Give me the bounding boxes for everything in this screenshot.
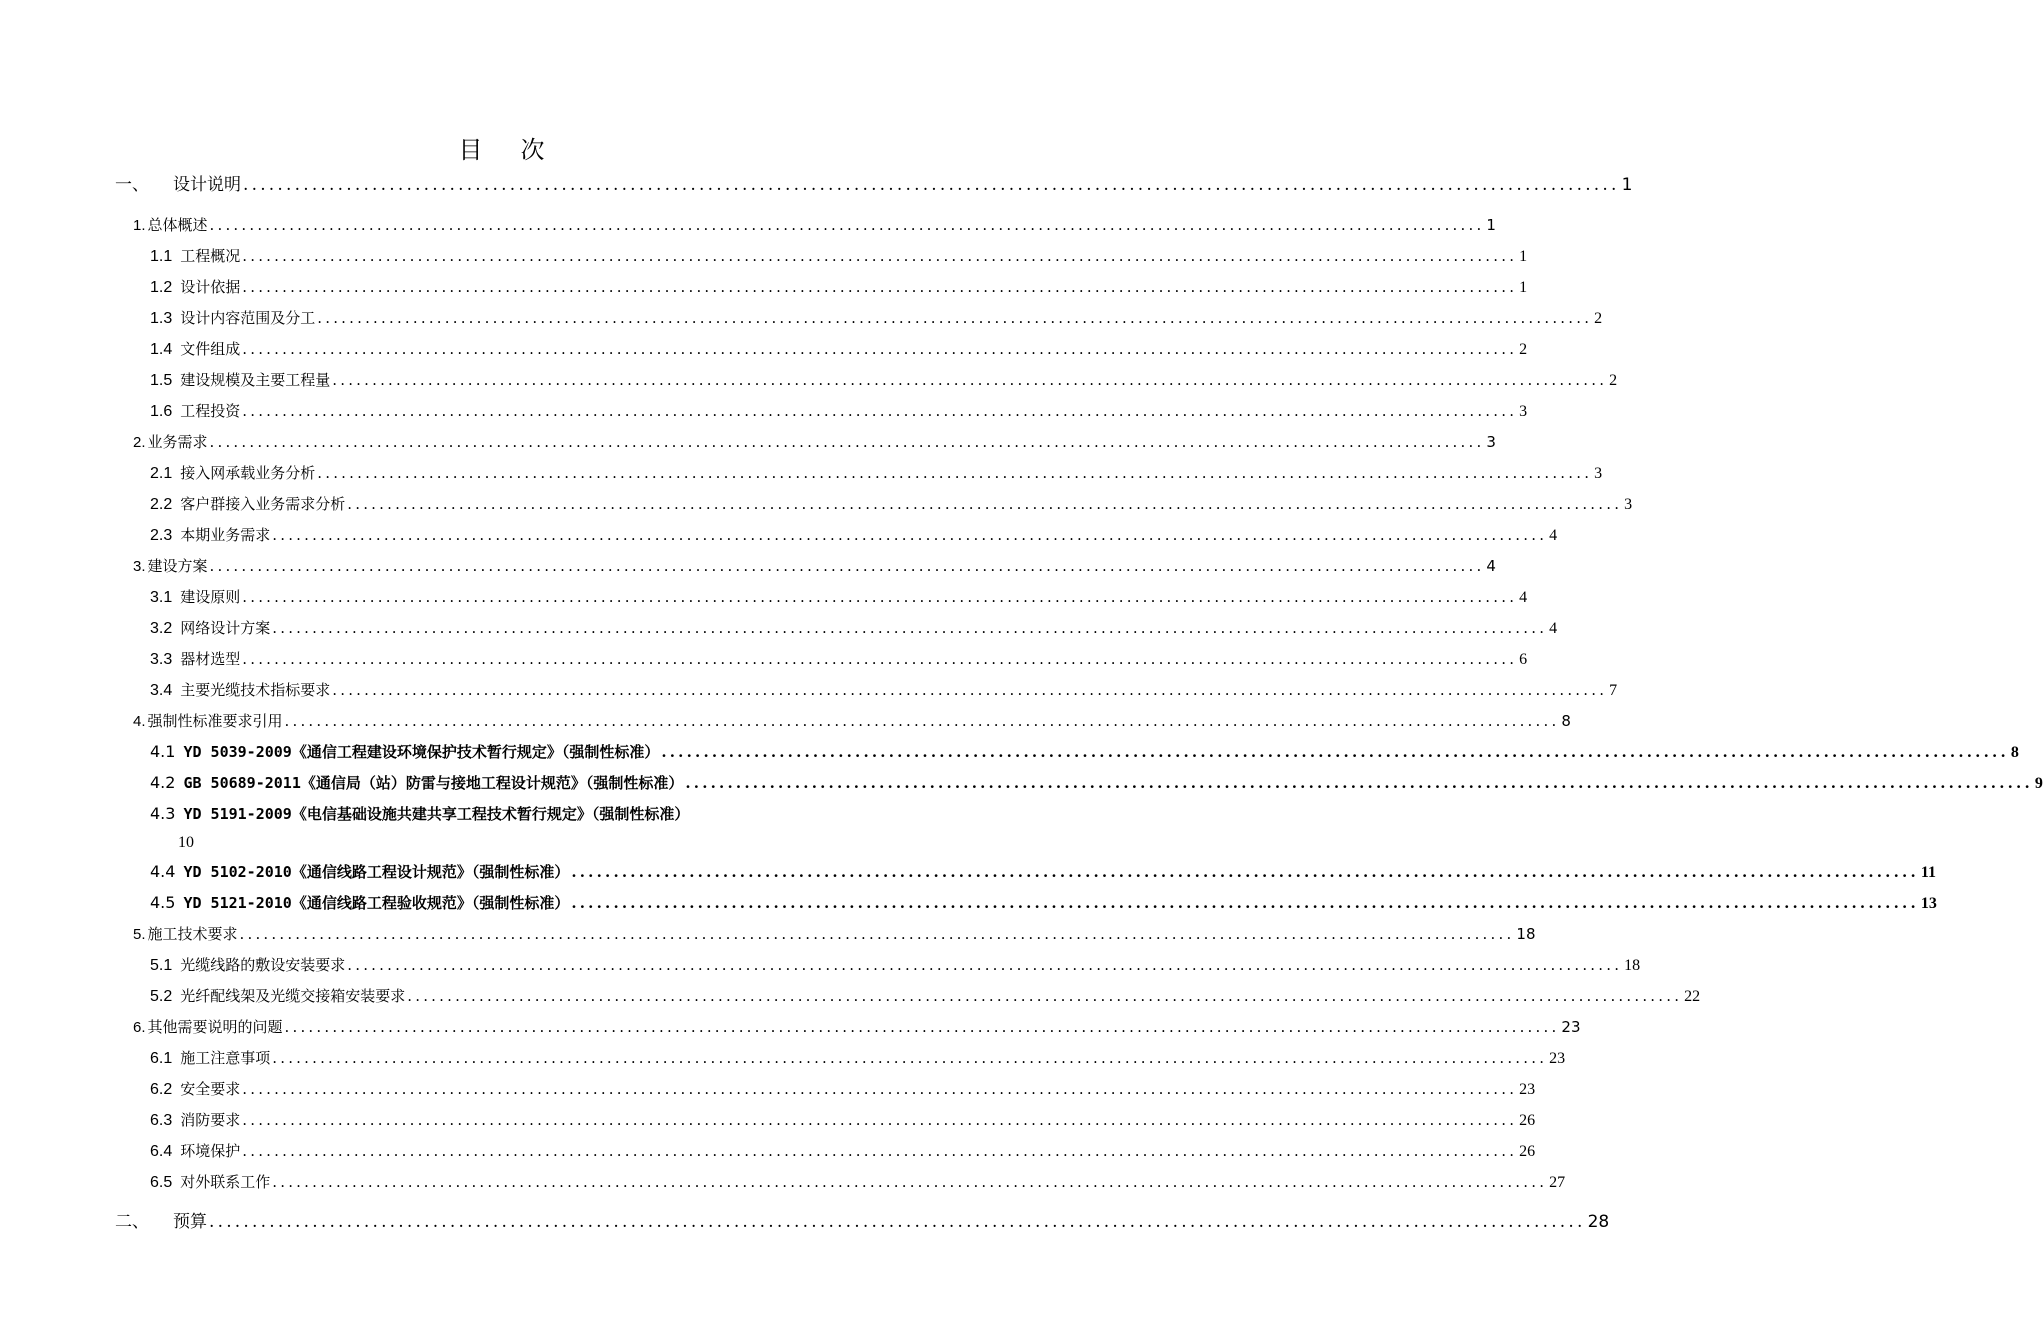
toc-entry-page: 4	[1486, 557, 1496, 575]
toc-entry-page: 7	[1609, 682, 1618, 699]
toc-entry[interactable]	[150, 859, 1936, 885]
toc-entry[interactable]	[150, 491, 1633, 517]
toc-leader-dots: ................................................................................................................................................................	[209, 1212, 1586, 1232]
toc-entry[interactable]	[150, 460, 1603, 486]
toc-entry-number: 3.2	[150, 620, 173, 637]
toc-leader-dots: ................................................................................................................................................................	[209, 216, 1485, 234]
toc-entry-label: YD 5039-2009《通信工程建设环境保护技术暂行规定》（强制性标准）	[183, 743, 660, 761]
toc-entry-label: 网络设计方案	[180, 619, 271, 637]
toc-entry-page: 3	[1624, 496, 1633, 513]
toc-entry[interactable]	[150, 983, 1701, 1009]
toc-entry-number: 1.1	[150, 248, 173, 265]
toc-entry-number: 6.1	[150, 1050, 173, 1067]
toc-entry-number: 3.3	[150, 651, 173, 668]
toc-entry-label: 客户群接入业务需求分析	[180, 495, 346, 513]
toc-entry-page: 10	[178, 834, 194, 851]
toc-entry-page: 2	[1594, 310, 1603, 327]
toc-entry-number: 2.2	[150, 496, 173, 513]
toc-leader-dots: ................................................................................................................................................................	[242, 1142, 1518, 1160]
toc-entry[interactable]	[150, 522, 1558, 548]
toc-leader-dots: ................................................................................................................................................................	[239, 925, 1515, 943]
toc-leader-dots: ................................................................................................................................................................	[242, 278, 1518, 296]
toc-entry-page: 28	[1587, 1212, 1610, 1232]
toc-entry-number: 5.2	[150, 988, 173, 1005]
toc-entry-label: 业务需求	[147, 433, 208, 451]
toc-leader-dots: ................................................................................................................................................................	[407, 987, 1683, 1005]
toc-entry-page: 23	[1561, 1018, 1581, 1036]
toc-entry-number: 6.4	[150, 1143, 173, 1160]
toc-entry-page: 8	[1561, 712, 1571, 730]
toc-entry-page: 18	[1624, 957, 1641, 974]
toc-entry-label: YD 5102-2010《通信线路工程设计规范》（强制性标准）	[183, 863, 570, 881]
toc-entry-label: 器材选型	[180, 650, 241, 668]
toc-entry-page: 13	[1920, 895, 1937, 912]
toc-leader-dots: ................................................................................................................................................................	[284, 1018, 1560, 1036]
toc-entry-label: 消防要求	[180, 1111, 241, 1129]
toc-entry-number: 1.4	[150, 341, 173, 358]
toc-entry[interactable]	[133, 921, 1536, 947]
toc-entry[interactable]	[150, 646, 1528, 672]
toc-entry[interactable]	[150, 615, 1558, 641]
toc-entry-number: 1.	[133, 217, 146, 234]
toc-entry-label: 强制性标准要求引用	[147, 712, 283, 730]
toc-leader-dots: ................................................................................................................................................................	[243, 175, 1620, 195]
toc-entry[interactable]	[150, 398, 1528, 424]
toc-entry-label: 建设规模及主要工程量	[180, 371, 331, 389]
toc-entry-label: 施工注意事项	[180, 1049, 271, 1067]
toc-entry-page: 22	[1684, 988, 1701, 1005]
toc-entry-label: 总体概述	[147, 216, 208, 234]
toc-entry-label: 光缆线路的敷设安装要求	[180, 956, 346, 974]
toc-entry-page: 1	[1486, 216, 1496, 234]
toc-entry[interactable]	[115, 172, 1633, 198]
title-char-1: 目	[458, 136, 483, 164]
toc-entry-label: 工程概况	[180, 247, 241, 265]
toc-entry-label: 主要光缆技术指标要求	[180, 681, 331, 699]
toc-entry-number: 6.3	[150, 1112, 173, 1129]
toc-entry[interactable]	[150, 890, 1937, 916]
toc-leader-dots: ................................................................................................................................................................	[571, 894, 1919, 912]
toc-entry-number: 3.	[133, 558, 146, 575]
toc-entry[interactable]	[133, 708, 1571, 734]
toc-leader-dots: ................................................................................................................................................................	[661, 743, 2009, 761]
toc-entry-page: 3	[1594, 465, 1603, 482]
toc-entry[interactable]	[150, 770, 2043, 796]
toc-entry-label: YD 5121-2010《通信线路工程验收规范》（强制性标准）	[183, 894, 570, 912]
toc-entry-label: 光纤配线架及光缆交接箱安装要求	[180, 987, 406, 1005]
toc-entry-number: 4.1	[150, 742, 176, 761]
toc-entry-page: 2	[1519, 341, 1528, 358]
toc-leader-dots: ................................................................................................................................................................	[571, 863, 1919, 881]
toc-entry[interactable]	[150, 243, 1528, 269]
toc-entry-page: 4	[1519, 589, 1528, 606]
toc-entry[interactable]	[150, 739, 2019, 765]
toc-entry-number: 2.1	[150, 465, 173, 482]
toc-entry[interactable]	[150, 1107, 1536, 1133]
toc-entry-page: 4	[1549, 620, 1558, 637]
toc-entry-page: 11	[1920, 864, 1936, 881]
toc-entry-label: 文件组成	[180, 340, 241, 358]
toc-entry-label: 设计内容范围及分工	[180, 309, 316, 327]
toc-entry-page: 3	[1519, 403, 1528, 420]
toc-entry-number: 3.1	[150, 589, 173, 606]
toc-entry[interactable]	[133, 553, 1496, 579]
toc-leader-dots: ................................................................................................................................................................	[347, 495, 1623, 513]
toc-entry-page: 1	[1519, 248, 1528, 265]
toc-entry[interactable]	[150, 1169, 1566, 1195]
toc-entry-number: 4.5	[150, 893, 176, 912]
toc-leader-dots: ................................................................................................................................................................	[685, 774, 2033, 792]
toc-entry-label: 建设原则	[180, 588, 241, 606]
toc-entry-label: 对外联系工作	[180, 1173, 271, 1191]
toc-entry[interactable]	[150, 367, 1618, 393]
toc-leader-dots: ................................................................................................................................................................	[242, 650, 1518, 668]
toc-entry-page: 6	[1519, 651, 1528, 668]
toc-entry[interactable]	[150, 1138, 1536, 1164]
toc-entry-label: 接入网承载业务分析	[180, 464, 316, 482]
toc-entry[interactable]	[115, 1209, 1610, 1235]
toc-entry-page: 3	[1486, 433, 1496, 451]
toc-leader-dots: ................................................................................................................................................................	[332, 681, 1608, 699]
toc-leader-dots: ................................................................................................................................................................	[272, 526, 1548, 544]
toc-leader-dots: ................................................................................................................................................................	[242, 402, 1518, 420]
toc-leader-dots: ................................................................................................................................................................	[272, 1173, 1548, 1191]
toc-entry[interactable]	[150, 584, 1528, 610]
toc-entry-label: 施工技术要求	[147, 925, 238, 943]
toc-entry-number: 3.4	[150, 682, 173, 699]
toc-entry-page: 26	[1519, 1112, 1536, 1129]
toc-entry-number: 6.	[133, 1019, 146, 1036]
toc-entry[interactable]	[150, 336, 1528, 362]
toc-entry-number: 1.2	[150, 279, 173, 296]
toc-leader-dots: ................................................................................................................................................................	[347, 956, 1623, 974]
toc-entry[interactable]	[150, 305, 1603, 331]
toc-leader-dots: ................................................................................................................................................................	[272, 1049, 1548, 1067]
toc-entry-number: 一、	[115, 175, 149, 194]
toc-entry-page: 18	[1516, 925, 1536, 943]
toc-entry-label: 安全要求	[180, 1080, 241, 1098]
toc-entry-page: 1	[1621, 175, 1633, 195]
toc-entry-page: 1	[1519, 279, 1528, 296]
toc-leader-dots: ................................................................................................................................................................	[209, 557, 1485, 575]
toc-leader-dots: ................................................................................................................................................................	[332, 371, 1608, 389]
toc-entry-number: 4.2	[150, 773, 176, 792]
toc-entry-number: 5.1	[150, 957, 173, 974]
title-char-2: 次	[520, 136, 545, 164]
toc-entry[interactable]	[150, 1045, 1566, 1071]
toc-entry-page: 23	[1549, 1050, 1566, 1067]
toc-entry-number: 1.6	[150, 403, 173, 420]
toc-entry-number: 2.	[133, 434, 146, 451]
toc-entry-page: 23	[1519, 1081, 1536, 1098]
toc-entry-label: 设计说明	[173, 175, 241, 195]
toc-entry-label: 其他需要说明的问题	[147, 1018, 283, 1036]
toc-entry-number: 1.3	[150, 310, 173, 327]
toc-entry-page: 4	[1549, 527, 1558, 544]
toc-entry-number: 2.3	[150, 527, 173, 544]
toc-entry-page: 27	[1549, 1174, 1566, 1191]
toc-entry-number: 4.4	[150, 862, 176, 881]
toc-entry-page: 9	[2034, 775, 2043, 792]
toc-entry-number: 4.3	[150, 804, 176, 823]
toc-entry-number: 5.	[133, 926, 146, 943]
toc-entry-label: GB 50689-2011《通信局（站）防雷与接地工程设计规范》（强制性标准）	[183, 774, 684, 792]
toc-entry-label: 本期业务需求	[180, 526, 271, 544]
toc-entry[interactable]	[150, 274, 1528, 300]
toc-leader-dots: ................................................................................................................................................................	[272, 619, 1548, 637]
toc-entry[interactable]	[150, 952, 1641, 978]
toc-entry-number: 1.5	[150, 372, 173, 389]
toc-entry-label: 预算	[173, 1212, 207, 1232]
toc-leader-dots: ................................................................................................................................................................	[242, 1111, 1518, 1129]
toc-leader-dots: ................................................................................................................................................................	[209, 433, 1485, 451]
toc-leader-dots: ................................................................................................................................................................	[284, 712, 1560, 730]
toc-entry[interactable]	[150, 801, 840, 827]
toc-entry-number: 6.2	[150, 1081, 173, 1098]
toc-entry-number: 二、	[115, 1212, 149, 1231]
toc-leader-dots: ................................................................................................................................................................	[242, 588, 1518, 606]
toc-entry-page: 2	[1609, 372, 1618, 389]
toc-entry-page: 26	[1519, 1143, 1536, 1160]
toc-entry[interactable]	[133, 429, 1496, 455]
toc-entry-label: 工程投资	[180, 402, 241, 420]
toc-leader-dots: ................................................................................................................................................................	[242, 247, 1518, 265]
toc-leader-dots: ................................................................................................................................................................	[317, 309, 1593, 327]
toc-entry-number: 4.	[133, 713, 146, 730]
toc-entry-number: 6.5	[150, 1174, 173, 1191]
toc-entry[interactable]	[133, 1014, 1581, 1040]
toc-entry-label: 设计依据	[180, 278, 241, 296]
toc-leader-dots: ................................................................................................................................................................	[317, 464, 1593, 482]
toc-entry-label: 环境保护	[180, 1142, 241, 1160]
toc-entry[interactable]	[133, 212, 1496, 238]
toc-entry[interactable]	[150, 1076, 1536, 1102]
toc-leader-dots: ................................................................................................................................................................	[242, 340, 1518, 358]
toc-entry-label: 建设方案	[147, 557, 208, 575]
toc-entry-label: YD 5191-2009《电信基础设施共建共享工程技术暂行规定》（强制性标准）	[183, 805, 690, 823]
toc-leader-dots: ................................................................................................................................................................	[242, 1080, 1518, 1098]
toc-entry-page: 8	[2010, 744, 2019, 761]
toc-entry[interactable]	[150, 677, 1618, 703]
